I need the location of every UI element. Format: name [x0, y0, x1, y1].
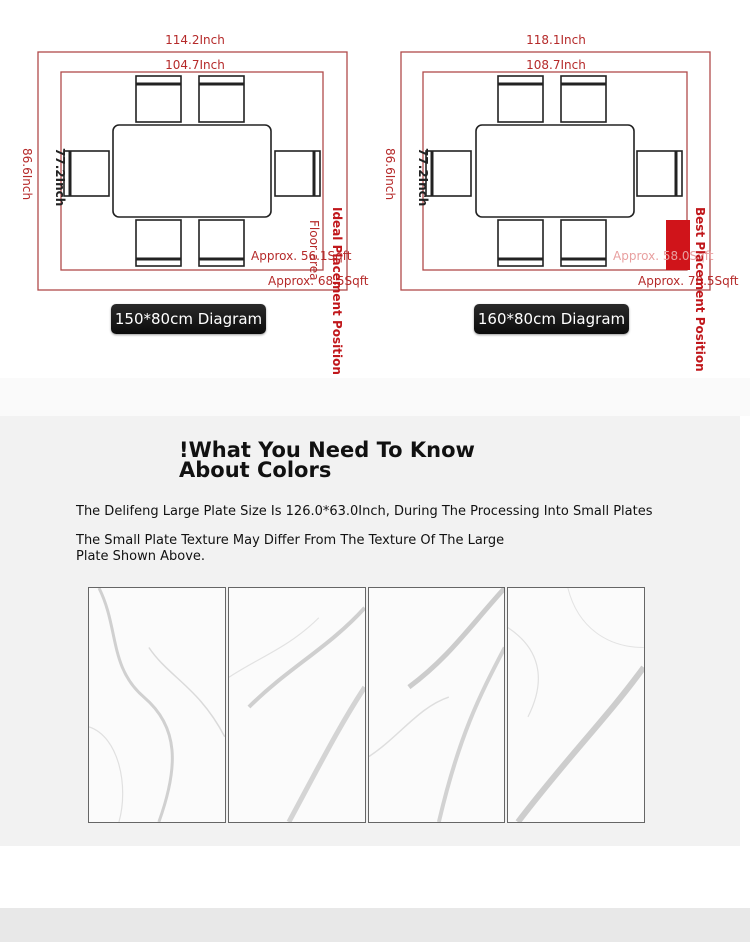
marble-panel — [228, 587, 366, 823]
approx-outer-area: Approx. 68.5Sqft — [268, 274, 369, 288]
floor-area-label: Floor area — [307, 220, 321, 281]
table-shape — [113, 125, 271, 217]
inner-width-label: 104.7Inch — [165, 58, 225, 72]
marble-panel — [88, 587, 226, 823]
outer-width-label: 114.2Inch — [165, 33, 225, 47]
placement-label: Best Placement Position — [693, 207, 707, 372]
outer-height-label: 86.6Inch — [383, 148, 397, 201]
diagram-160x80 — [362, 0, 737, 378]
placement-label: Ideal Placement Position — [330, 207, 344, 375]
table-shape — [476, 125, 634, 217]
diagram-caption: 160*80cm Diagram — [474, 304, 629, 334]
section-gap — [0, 378, 750, 416]
info-line-1: The Delifeng Large Plate Size Is 126.0*63.0Inch, During The Processing Into Small Plates — [76, 504, 653, 519]
approx-inner-area: Approx. 58.0Sqft — [613, 249, 714, 263]
outer-width-label: 118.1Inch — [526, 33, 586, 47]
inner-height-label: 77.2Inch — [53, 148, 67, 207]
outer-height-label: 86.6Inch — [20, 148, 34, 201]
info-line-2: The Small Plate Texture May Differ From The Texture Of The Large Plate Shown Above. — [76, 533, 505, 564]
diagram-caption: 150*80cm Diagram — [111, 304, 266, 334]
marble-samples — [88, 587, 645, 823]
marble-panel — [507, 587, 645, 823]
info-title: !What You Need To Know About Colors — [179, 438, 475, 482]
inner-width-label: 108.7Inch — [526, 58, 586, 72]
marble-panel — [368, 587, 506, 823]
approx-inner-area: Approx. 56.1Sqft — [251, 249, 352, 263]
approx-outer-area: Approx. 70.5Sqft — [638, 274, 739, 288]
bottom-band — [0, 908, 750, 942]
diagram-150x80 — [0, 0, 375, 378]
inner-height-label: 77.2Inch — [416, 148, 430, 207]
